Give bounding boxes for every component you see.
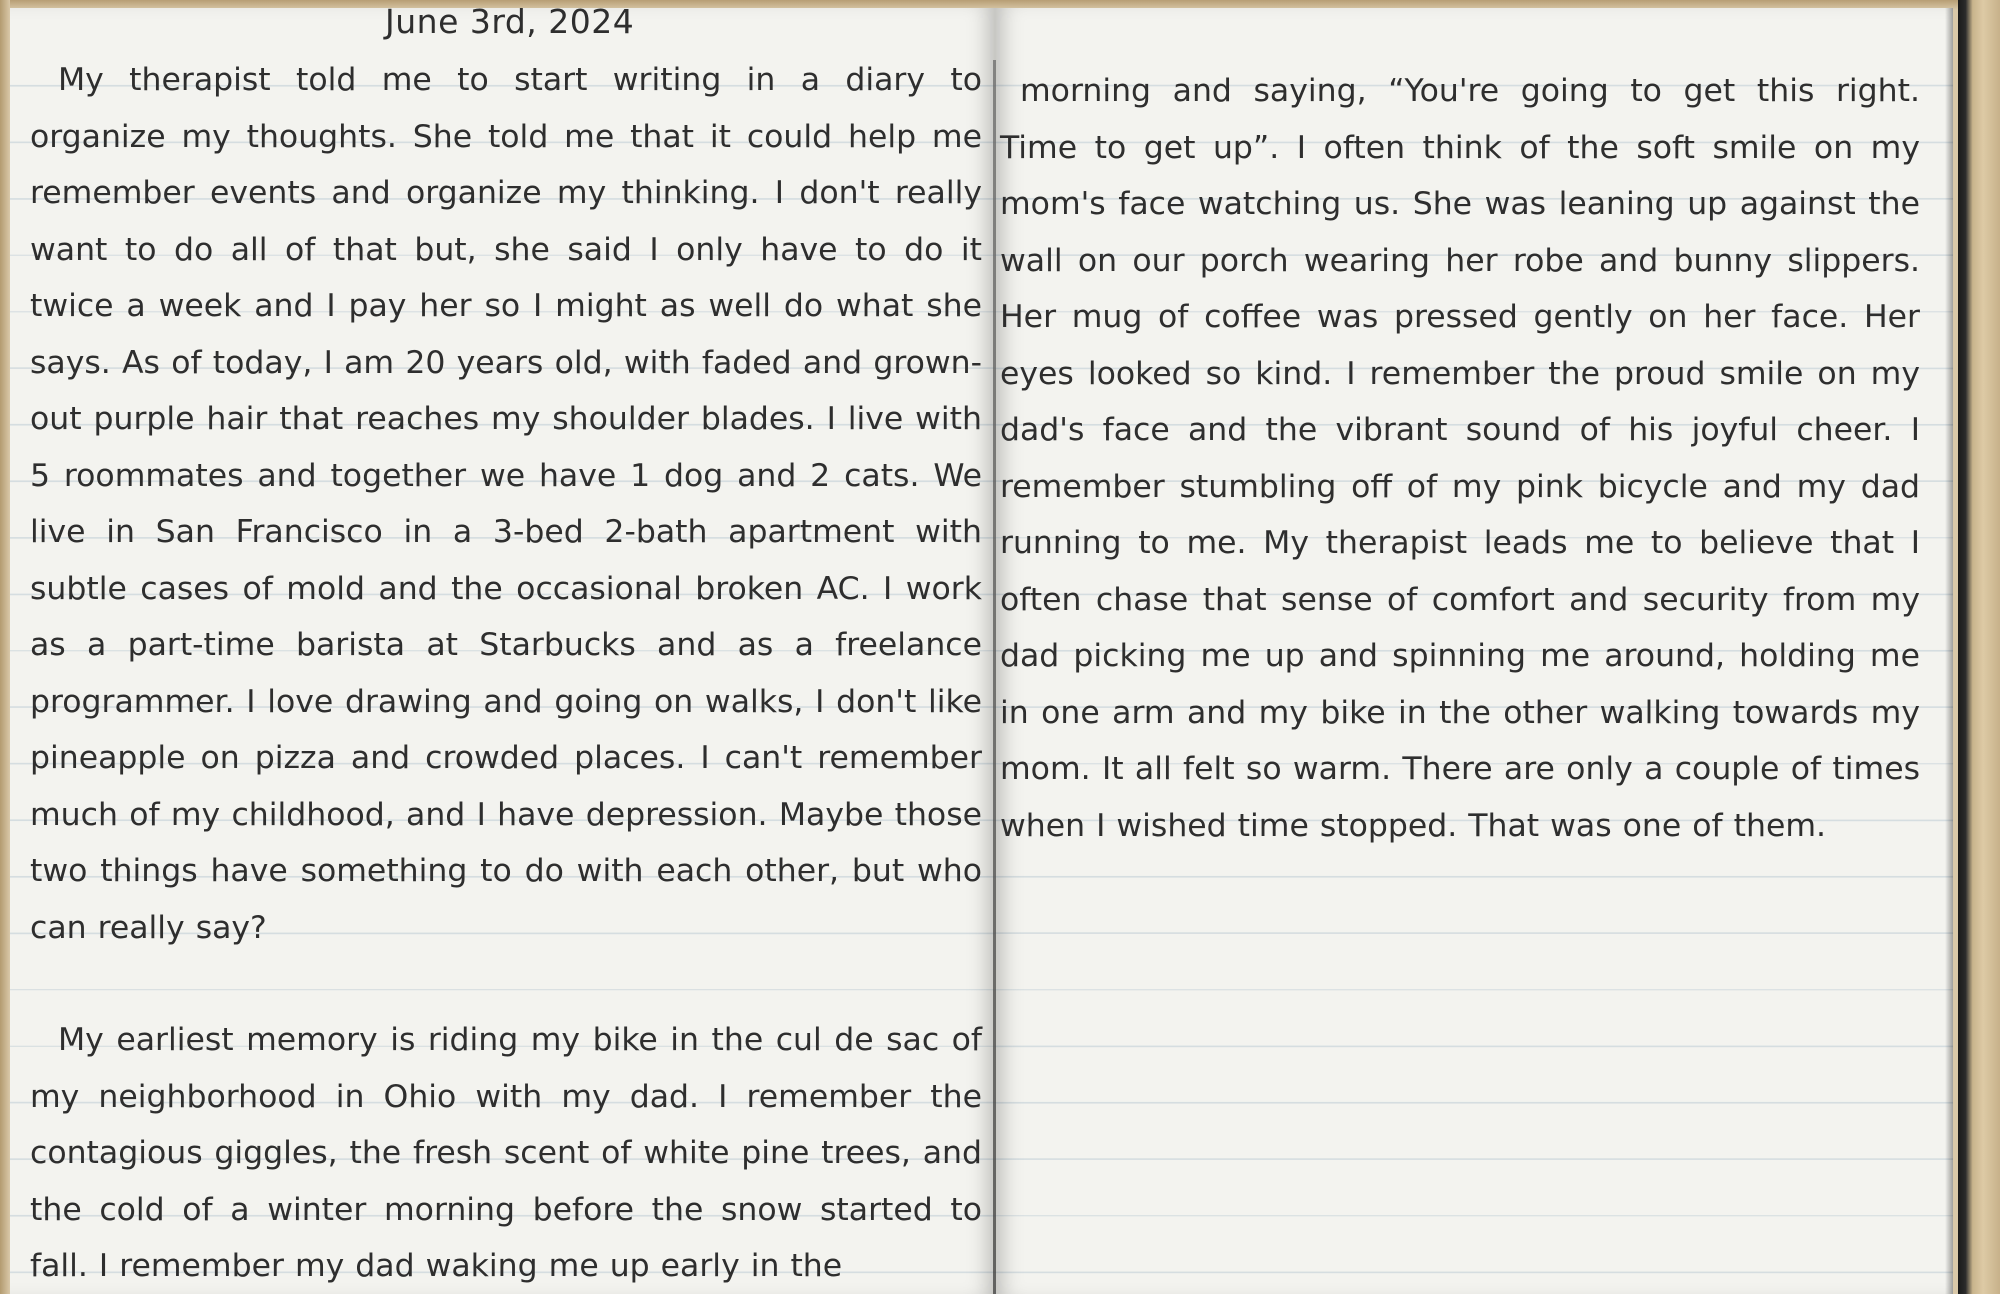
diary-entry-date: June 3rd, 2024 — [385, 2, 635, 41]
book-cover-right-edge — [1958, 0, 2000, 1294]
diary-paragraph-memory-continued: morning and saying, “You're going to get this right. Time to get up”. I often think of the soft smile on my mom's face watching us. She was leaning up against the wall on our porch wearing her robe and bunny slippers. Her mug of coffee was pressed gently on her face. Her eyes looked so kind. I remember the proud smile on my dad's face and the vibrant sound of his joyful cheer. I remember stumbling off of my pink bicycle and my dad running to me. My therapist leads me to believe that I often chase that sense of comfort and security from my dad picking me up and spinning me around, holding me in one arm and my bike in the other walking towards my mom. It all felt so warm. There are only a couple of times when I wished time stopped. That was one of them. — [1000, 73, 1920, 844]
book-cover-left-edge — [0, 0, 10, 1294]
diary-paragraph-intro: My therapist told me to start writing in a diary to organize my thoughts. She told me that it could help me remember events and organize my thinking. I don't really want to do all of that but, she said I only have to do it twice a week and I pay her so I might as well do what she says. As of today, I am 20 years old, with faded and grown-out purple hair that reaches my shoulder blades. I live with 5 roommates and together we have 1 dog and 2 cats. We live in San Francisco in a 3-bed 2-bath apartment with subtle cases of mold and the occasional broken AC. I work as a part-time barista at Starbucks and as a freelance programmer. I love drawing and going on walks, I don't like pineapple on pizza and crowded places. I can't remember much of my childhood, and I have depression. Maybe those two things have something to do with each other, but who can really say? — [30, 62, 982, 946]
diary-paragraph-memory-start: My earliest memory is riding my bike in the cul de sac of my neighborhood in Ohio with my dad. I remember the contagious giggles, the fresh scent of white pine trees, and the cold of a winter morning before the snow started to fall. I remember my dad waking me up early in the — [30, 1022, 982, 1284]
book-spine — [993, 60, 996, 1294]
